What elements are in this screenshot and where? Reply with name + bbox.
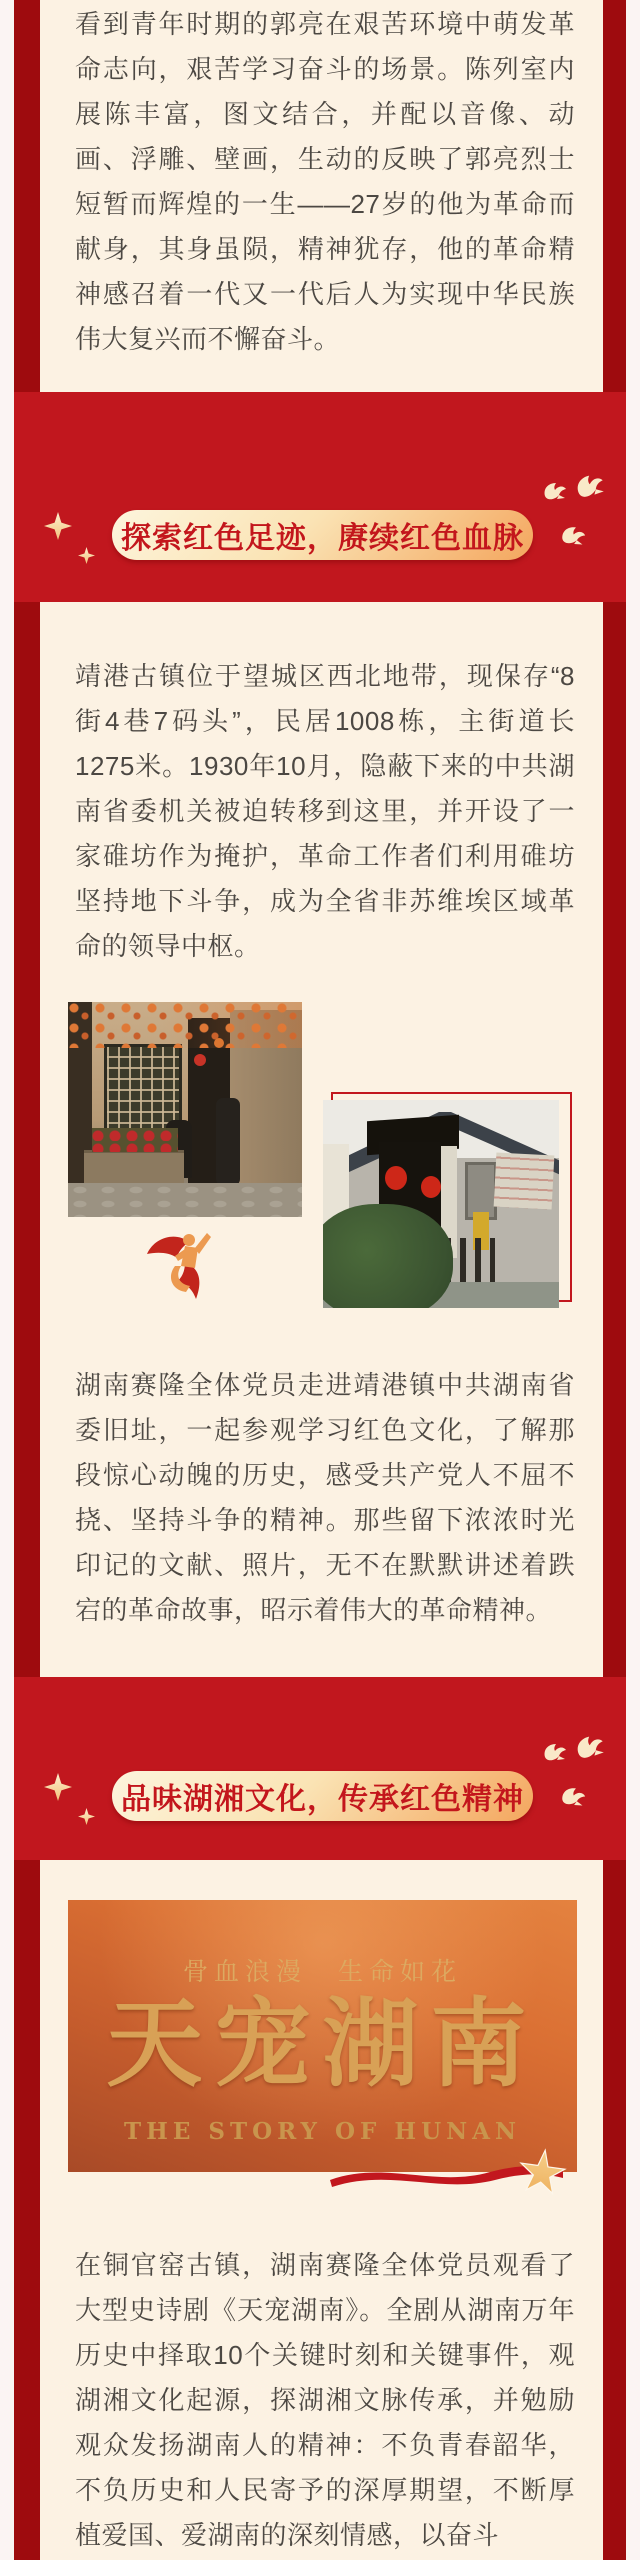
- red-canvas: [14, 0, 626, 2560]
- photo-provincial-committee-site: [323, 1100, 559, 1308]
- lantern-garland: [68, 1002, 302, 1048]
- section-show: [14, 1860, 626, 2560]
- wall-inscription: [494, 1153, 555, 1210]
- sparkle-star-icon: [44, 512, 72, 540]
- banner-label: 探索红色足迹，赓续红色血脉: [121, 522, 524, 555]
- sparkle-star-small-icon: [78, 1808, 95, 1825]
- dove-icon: [542, 480, 568, 502]
- red-lantern: [385, 1166, 407, 1190]
- paragraph-jinggang: 靖港古镇位于望城区西北地带，现保存“8街4巷7码头”，民居1008栋，主街道长1275米。1930年10月，隐蔽下来的中共湖南省委机关被迫转移到这里，并开设了一家碓坊作为掩护，革命工作者们利用碓坊坚持地下斗争，成为全省非苏维埃区域革命的领导中枢。: [75, 661, 575, 961]
- poster-story-of-hunan: [68, 1900, 577, 2172]
- star-badge: [514, 2145, 570, 2201]
- poster-title: 天宠湖南: [106, 1987, 539, 2100]
- poster-subtitle: THE STORY OF HUNAN: [123, 2118, 522, 2145]
- dove-icon: [572, 469, 609, 502]
- section-jinggang: [14, 602, 626, 1677]
- banner-label: 品味湖湘文化，传承红色精神: [121, 1783, 524, 1816]
- section-guoliang: [14, 0, 626, 392]
- dove-icon: [542, 1741, 568, 1763]
- photo-jinggang-street: [68, 1002, 302, 1217]
- flower-bed: [92, 1128, 178, 1152]
- text-card-jinggang: [40, 602, 603, 1677]
- dove-icon: [558, 1783, 589, 1810]
- text-card-show: [40, 1860, 603, 2560]
- poster-tagline: 骨血浪漫 生命如花: [182, 1957, 462, 1986]
- section-banner-huxiang: [112, 1771, 533, 1821]
- divider-huxiang: [14, 1677, 626, 1860]
- text-card-guoliang: [40, 0, 603, 392]
- dove-icon: [572, 1730, 609, 1763]
- person-standing: [216, 1098, 240, 1186]
- red-lantern: [421, 1176, 441, 1198]
- bush: [323, 1204, 453, 1308]
- section-banner-red-trace: [112, 510, 533, 560]
- red-lantern: [194, 1054, 206, 1066]
- dancer-mascot-icon: [145, 1228, 223, 1300]
- sparkle-star-small-icon: [78, 547, 95, 564]
- paragraph-visit: 湖南赛隆全体党员走进靖港镇中共湖南省委旧址，一起参观学习红色文化，了解那段惊心动魄的历史，感受共产党人不屈不挠、坚持斗争的精神。那些留下浓浓时光印记的文献、照片，无不在默默讲述着跌宕的革命故事，昭示着伟大的革命精神。: [75, 1370, 575, 1625]
- dove-icon: [558, 522, 589, 549]
- paragraph-show: 在铜官窑古镇，湖南赛隆全体党员观看了大型史诗剧《天宠湖南》。全剧从湖南万年历史中择取10个关键时刻和关键事件，观湖湘文化起源，探湖湘文脉传承，并勉励观众发扬湖南人的精神：不负青春韶华，不负历史和人民寄予的深厚期望，不断厚植爱国、爱湖南的深刻情感，以奋斗: [75, 2250, 575, 2550]
- sparkle-star-icon: [44, 1773, 72, 1801]
- paragraph-guoliang: 看到青年时期的郭亮在艰苦环境中萌发革命志向，艰苦学习奋斗的场景。陈列室内展陈丰富，图文结合，并配以音像、动画、浮雕、壁画，生动的反映了郭亮烈士短暂而辉煌的一生——27岁的他为革命而献身，其身虽陨，精神犹存，他的革命精神感召着一代又一代后人为实现中华民族伟大复兴而不懈奋斗。: [75, 9, 575, 354]
- divider-red-trace: [14, 392, 626, 602]
